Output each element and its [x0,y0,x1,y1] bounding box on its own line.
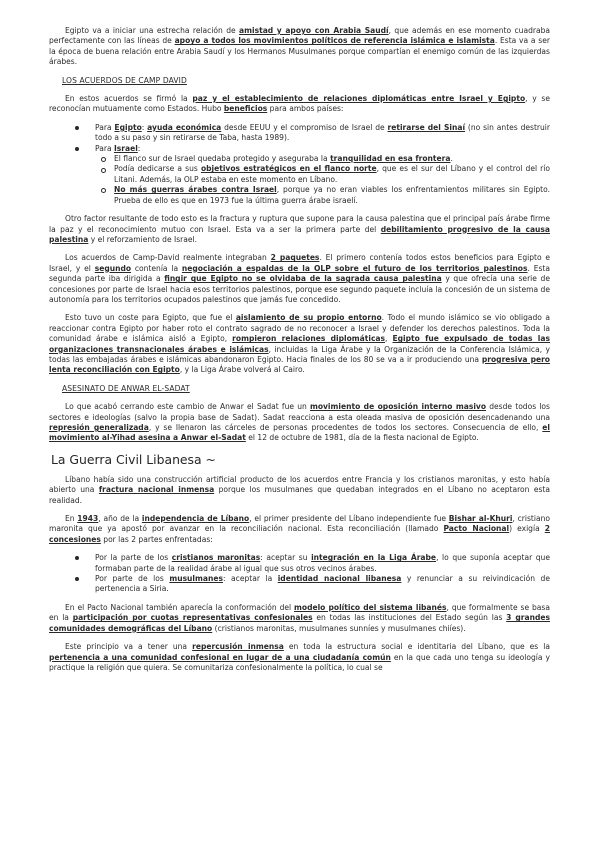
paragraph-aislamiento: Esto tuvo un coste para Egipto, que fue el aislamiento de su propio entorno. Todo el mundo islámico se vio obligado a reaccionar contra Egipto por haber roto el contrato sagrado de no reconocer a Israel y defender los derechos palestinos. Toda la comunidad árabe e islámica aisló a Egipto, rompieron relaciones diplomáticas, Egipto fue expulsado de todas las organizaciones transnacionales árabes e islámicas, incluidas la Liga Árabe y la Organización de la Conferencia Islámica, y todas las embajadas árabes e islámicas abandonaron Egipto. Hacia finales de los 80 se va a ir produciendo una progresiva pero lenta reconciliación con Egipto, y la Liga Árabe volverá al Cairo. [49,313,551,375]
highlight-term: beneficios [223,104,268,114]
sublist-item: No más guerras árabes contra Israel, porque ya no eran viables los enfrentamientos militares sin Egipto. Prueba de ello es que en 1973 fue la última guerra árabe israelí. [95,185,550,206]
highlight-term: rompieron relaciones diplomáticas [232,334,386,344]
highlight-term: movimiento de oposición interno masivo [309,402,487,412]
paragraph-arabia-saudi: Egipto va a iniciar una estrecha relación de amistad y apoyo con Arabia Saudí, que además en ese momento cuadraba perfectamente con las líneas de apoyo a todos los movimientos políticos de referencia islámica e islamista. Esta va a ser la época de buena relación entre Arabia Saudí y los Hermanos Musulmanes porque compartían el enemigo común de las izquierdas árabes. [49,26,551,67]
highlight-term: tranquilidad en esa frontera [330,154,451,164]
paragraph-paquetes: Los acuerdos de Camp-David realmente integraban 2 paquetes. El primero contenía todos estos beneficios para Egipto e Israel, y el segundo contenía la negociación a espaldas de la OLP sobre el futuro de los territorios palestinos. Esta segunda parte iba dirigida a fingir que Egipto no se olvidaba de la sagrada causa palestina y que ofrecía una serie de concesiones por parte de Israel hacia esos territorios palestinos, porque ese segundo paquete incluía la concesión de un sistema de autonomía para los territorios ocupados palestinos que jamás fue concedido. [49,253,551,304]
section-heading-sadat: ASESINATO DE ANWAR EL-SADAT [62,383,190,393]
sublist-item: El flanco sur de Israel quedaba protegido y aseguraba la tranquilidad en esa frontera. [95,154,550,164]
highlight-term: participación por cuotas representativas confesionales [72,613,313,623]
highlight-term: pertenencia a una comunidad confesional en lugar de a una ciudadanía común [49,652,391,662]
highlight-term: 1943 [77,514,99,524]
list-item-egipto: Para Egipto: ayuda económica desde EEUU y el compromiso de Israel de retirarse del Sinaí (no sin antes destruir todo a su paso y sin retirarse de Taba, hasta 1989). [49,123,550,144]
highlight-term: fractura nacional inmensa [98,485,215,495]
benefits-list [49,123,550,206]
highlight-term: independencia de Líbano [141,514,250,524]
paragraph-pacto-nacional: En 1943, año de la independencia de Líbano, el primer presidente del Líbano independiente fue Bishar al-Khuri, cristiano maronita que ya apostó por avanzar en la reconciliación nacional. Esta reconciliación (llamado Pacto Nacional) exigía 2 concesiones por las 2 partes enfrentadas: [49,514,550,544]
highlight-term: aislamiento de su propio entorno [235,313,382,323]
highlight-term: paz y el establecimiento de relaciones diplomáticas entre Israel y Egipto [192,94,526,104]
highlight-term: segundo [94,263,132,273]
highlight-term: identidad nacional libanesa [277,574,402,584]
highlight-term: Egipto [114,122,142,132]
highlight-term: Pacto Nacional [443,524,510,534]
highlight-term: retirarse del Sinaí [387,122,466,132]
paragraph-libano: Líbano había sido una construcción artificial producto de los acuerdos entre Francia y los cristianos maronitas, y esto había abierto una fractura nacional inmensa porque los musulmanes que quedaban integrados en el Líbano no aceptaron esta realidad. [49,474,550,505]
list-item-musulmanes: Por parte de los musulmanes: aceptar la identidad nacional libanesa y renunciar a su reivindicación de pertenencia a Siria. [49,574,550,595]
highlight-term: ayuda económica [147,122,222,132]
highlight-term: negociación a espaldas de la OLP sobre el futuro de los territorios palestinos [181,263,528,273]
highlight-term: apoyo a todos los movimientos políticos de referencia islámica e islamista [174,36,495,46]
highlight-term: 3 grandes comunidades demográficas del Líbano [49,613,551,633]
paragraph-repercusion: Este principio va a tener una repercusión inmensa en toda la estructura social e identitaria del Líbano, que es la pertenencia a una comunidad confesional en lugar de a una ciudadanía común en la que cada uno tenga su ideología y practique la religión que quiera. Se comunitariza confesionalmente la política, lo cual se [49,642,550,672]
highlight-term: progresiva pero lenta reconciliación con Egipto [49,354,550,375]
concessions-list [49,553,550,595]
paragraph-acuerdos: En estos acuerdos se firmó la paz y el establecimiento de relaciones diplomáticas entre Israel y Egipto, y se reconocían mutuamente como Estados. Hubo beneficios para ambos países: [49,94,550,114]
highlight-term: objetivos estratégicos en el flanco norte [200,164,377,174]
highlight-term: debilitamiento progresivo de la causa palestina [49,224,550,244]
highlight-term: amistad y apoyo con Arabia Saudí [239,26,389,35]
highlight-term: el movimiento al-Yihad asesina a Anwar el-Sadat [49,423,551,443]
sublist-item: Podía dedicarse a sus objetivos estratégicos en el flanco norte, que es el sur del Líbano y el control del río Litani. Además, la OLP estaba en este momento en Líbano. [95,164,550,185]
highlight-term: modelo político del sistema libanés [294,602,447,612]
highlight-term: Israel [113,143,138,153]
highlight-term: musulmanes [169,574,223,584]
list-item-israel: Para Israel: El flanco sur de Israel quedaba protegido y aseguraba la tranquilidad en esa frontera. Podía dedicarse a sus objetivos estratégicos en el flanco norte, que es el sur del Líbano y el control del río Litani. Además, la OLP estaba en este momento en Líbano. No más guerras árabes contra Israel, porque ya no eran viables los enfrentamientos militares sin Egipto. Prueba de ello es que en 1973 fue la última guerra árabe israelí. [49,144,550,206]
highlight-term: integración en la Liga Árabe [311,553,437,563]
highlight-term: Bishar al-Khuri [448,514,513,524]
highlight-term: represión generalizada [49,423,149,432]
highlight-term: Egipto fue expulsado de todas las organizaciones transnacionales árabes e islámicas [49,334,550,354]
chapter-heading-guerra-libanesa: La Guerra Civil Libanesa ~ [51,451,216,467]
paragraph-modelo-politico: En el Pacto Nacional también aparecía la conformación del modelo político del sistema libanés, que formalmente se basa en la participación por cuotas representativas confesionales en todas las instituciones del Estado según las 3 grandes comunidades demográficas del Líbano (cristianos maronitas, musulmanes sunníes y musulmanes chiíes). [49,602,551,633]
highlight-term: repercusión inmensa [192,642,284,652]
israel-sublist [95,154,550,206]
paragraph-sadat: Lo que acabó cerrando este cambio de Anwar el Sadat fue un movimiento de oposición interno masivo desde todos los sectores e ideologías (salvo la propia base de Sadat). Sadat reacciona a esta oleada masiva de oposición desencadenando una represión generalizada, y se llenaron las cárceles de personas procedentes de todos los sectores. Consecuencia de ello, el movimiento al-Yihad asesina a Anwar el-Sadat el 12 de octubre de 1981, día de la fiesta nacional de Egipto. [49,402,551,443]
section-heading-camp-david: LOS ACUERDOS DE CAMP DAVID [62,75,187,85]
highlight-term: fingir que Egipto no se olvidaba de la sagrada causa palestina [164,274,442,284]
paragraph-fractura: Otro factor resultante de todo esto es la fractura y ruptura que supone para la causa palestina que el principal país árabe firme la paz y el reconocimiento mutuo con Israel. Esta va a ser la primera parte del debilitamiento progresivo de la causa palestina y el reforzamiento de Israel. [49,214,550,244]
highlight-term: cristianos maronitas [171,553,261,563]
highlight-term: 2 paquetes [270,253,320,263]
list-item-maronitas: Por la parte de los cristianos maronitas: aceptar su integración en la Liga Árabe, lo que suponía aceptar que formaban parte de la realidad árabe al igual que sus otros vecinos árabes. [49,553,550,574]
highlight-term: 2 concesiones [49,524,550,544]
highlight-term: No más guerras árabes contra Israel [114,185,277,195]
